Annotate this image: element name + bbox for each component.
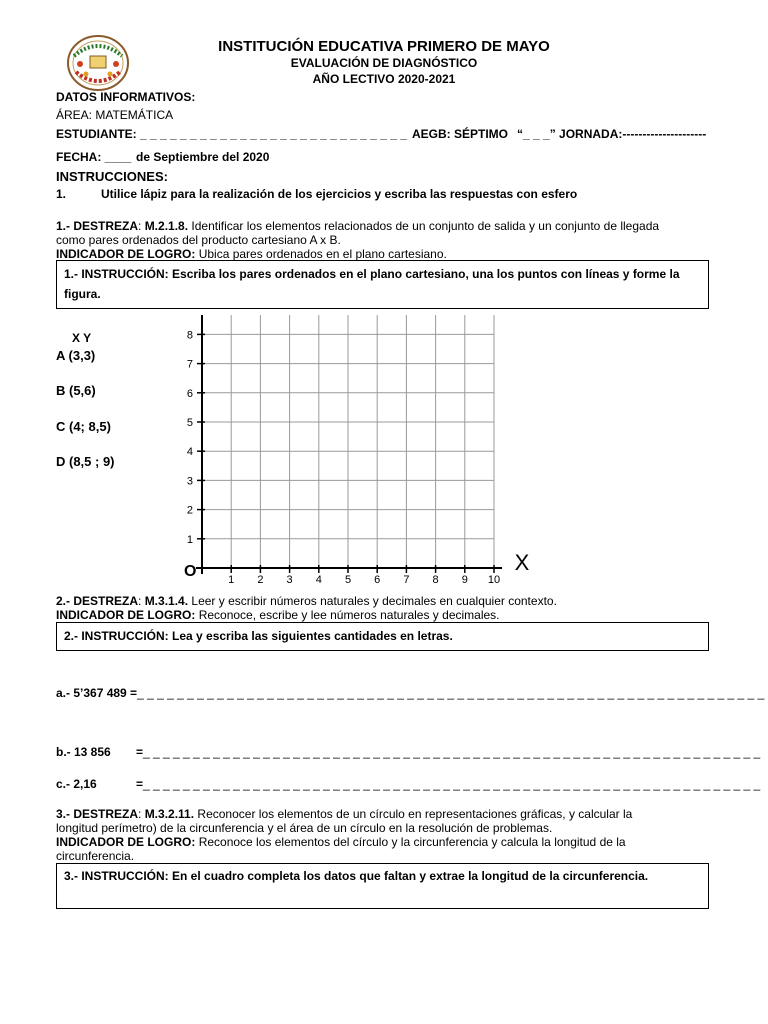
logro-label-3: INDICADOR DE LOGRO:: [56, 835, 196, 849]
logro-text-3: Reconoce los elementos del círculo y la circunferencia y calcula la longitud de la: [198, 835, 626, 849]
destreza-code-3: M.3.2.11.: [144, 807, 195, 821]
item-c-label: c.- 2,16: [56, 777, 97, 791]
logro-text-2: Reconoce, escribe y lee números naturales y decimales.: [198, 608, 500, 622]
x-tick-label: 7: [403, 574, 410, 586]
x-tick-label: 4: [315, 574, 322, 586]
x-tick-label: 1: [228, 574, 235, 586]
cartesian-plane[interactable]: [165, 315, 560, 590]
logro-text-3-2: circunferencia.: [56, 849, 135, 863]
y-tick-label: 6: [186, 387, 193, 400]
y-tick-label: 4: [186, 446, 193, 459]
x-tick-label: 2: [257, 574, 264, 586]
y-tick-label: 8: [186, 329, 193, 342]
destreza-code-2: M.3.1.4.: [144, 594, 189, 608]
instrucciones-heading: INSTRUCCIONES:: [56, 169, 168, 184]
evaluation-title: EVALUACIÓN DE DIAGNÓSTICO: [290, 56, 478, 70]
instruction-text: Utilice lápiz para la realización de los ejercicios y escriba las respuestas con esfero: [101, 187, 578, 201]
point-a: A (3,3): [56, 348, 96, 363]
x-tick-label: 10: [487, 574, 501, 586]
destreza-label: 1.- DESTREZA: [56, 219, 139, 233]
y-tick-label: 7: [186, 358, 193, 371]
item-a-answer-line[interactable]: _ _ _ _ _ _ _ _ _ _ _ _ _ _ _ _ _ _ _ _ _ _ _ _ _ _ _ _ _ _ _ _ _ _ _ _ _ _ _ _ _ _ _ _ _ _ _ _ _ _ _ _ _ _ _ _ _ _ _ _ _ _ _: [137, 686, 765, 700]
y-tick-label: 5: [186, 417, 193, 429]
destreza-text-2-1: Leer y escribir números naturales y decimales en cualquier contexto.: [191, 594, 557, 608]
logro-label-2: INDICADOR DE LOGRO:: [56, 608, 196, 622]
institution-title: INSTITUCIÓN EDUCATIVA PRIMERO DE MAYO: [218, 38, 550, 55]
y-tick-label: 1: [186, 533, 193, 546]
destreza-label-3: 3.- DESTREZA: [56, 807, 139, 821]
jornada-field[interactable]: “_ _ _” JORNADA:---------------------: [517, 127, 707, 141]
instruction-label-2: 2.- INSTRUCCIÓN:: [64, 629, 169, 643]
instruction-text-1: Escriba los pares ordenados en el plano cartesiano, una los puntos con líneas y forme la: [172, 267, 680, 281]
destreza-text: Identificar los elementos relacionados de un conjunto de salida y un conjunto de llegada: [191, 219, 660, 233]
x-tick-label: 6: [374, 574, 381, 586]
destreza-label-2: 2.- DESTREZA: [56, 594, 139, 608]
estudiante-field[interactable]: ESTUDIANTE: _ _ _ _ _ _ _ _ _ _ _ _ _ _ _ _ _ _ _ _ _ _ _ _ _ _ _: [56, 127, 407, 141]
logro-label: INDICADOR DE LOGRO:: [56, 247, 196, 261]
instruction-label-3: 3.- INSTRUCCIÓN:: [64, 869, 169, 883]
x-tick-label: 8: [432, 574, 439, 586]
point-b: B (5,6): [56, 383, 96, 398]
item-a-label: a.- 5’367 489 =: [56, 686, 138, 700]
destreza-text-3-1: Reconocer los elementos de un círculo en representaciones gráficas, y calcular la: [197, 807, 633, 821]
item-b-label: b.- 13 856: [56, 745, 111, 759]
datos-informativos: DATOS INFORMATIVOS:: [56, 90, 196, 104]
y-tick-label: 3: [186, 475, 193, 488]
aegb-label: AEGB: SÉPTIMO: [412, 127, 509, 141]
x-axis-label: X: [514, 550, 530, 575]
x-tick-label: 5: [344, 574, 352, 586]
area-label: ÁREA: MATEMÁTICA: [56, 108, 174, 122]
item-c-answer-line[interactable]: _ _ _ _ _ _ _ _ _ _ _ _ _ _ _ _ _ _ _ _ _ _ _ _ _ _ _ _ _ _ _ _ _ _ _ _ _ _ _ _ _ _ _ _ _ _ _ _ _ _ _ _ _ _ _ _ _ _ _ _ _ _: [143, 777, 761, 791]
point-d: D (8,5 ; 9): [56, 454, 115, 469]
x-tick-label: 3: [286, 574, 293, 586]
instruction-text-2: figura.: [64, 287, 101, 301]
item-c-eq: =: [136, 777, 144, 791]
item-b-eq: =: [136, 745, 144, 759]
fecha-field[interactable]: FECHA: ____: [56, 150, 132, 164]
instruction-label: 1.- INSTRUCCIÓN:: [64, 267, 169, 281]
item-b-answer-line[interactable]: _ _ _ _ _ _ _ _ _ _ _ _ _ _ _ _ _ _ _ _ _ _ _ _ _ _ _ _ _ _ _ _ _ _ _ _ _ _ _ _ _ _ _ _ _ _ _ _ _ _ _ _ _ _ _ _ _ _ _ _ _ _: [143, 745, 761, 759]
logro-text: Ubica pares ordenados en el plano cartesiano.: [198, 247, 447, 261]
y-tick-label: 2: [186, 504, 193, 517]
origin-label: O: [184, 563, 197, 580]
point-c: C (4; 8,5): [56, 419, 111, 434]
fecha-value: de Septiembre del 2020: [136, 150, 270, 164]
instruction-number: 1.: [56, 187, 67, 201]
xy-header: X Y: [72, 331, 92, 345]
school-year: AÑO LECTIVO 2020-2021: [312, 72, 456, 86]
destreza-text-2: como pares ordenados del producto cartesiano A x B.: [56, 233, 341, 247]
instruction-text-3-1: En el cuadro completa los datos que faltan y extrae la longitud de la circunferencia.: [172, 869, 649, 883]
destreza-text-3-2: longitud perímetro) de la circunferencia y el área de un círculo en la resolución de problemas.: [56, 821, 553, 835]
instruction-text-2-1: Lea y escriba las siguientes cantidades en letras.: [172, 629, 453, 643]
destreza-code: M.2.1.8.: [144, 219, 189, 233]
x-tick-label: 9: [461, 574, 468, 586]
